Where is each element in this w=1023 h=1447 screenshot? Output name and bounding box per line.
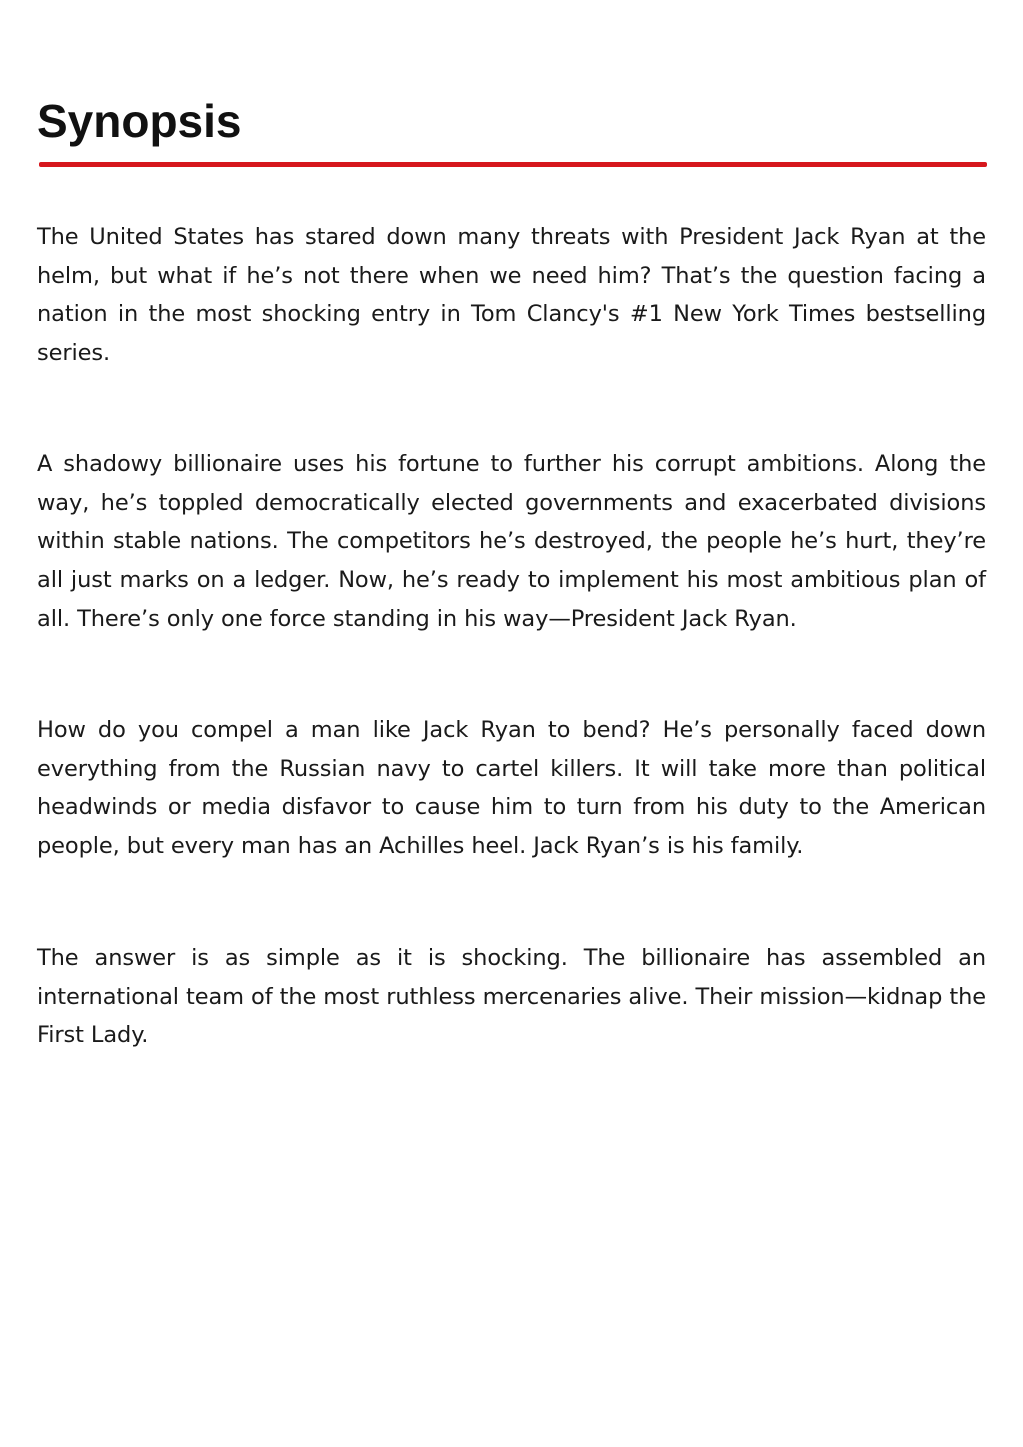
synopsis-paragraph-1: The United States has stared down many threats with President Jack Ryan at the helm, but what if he’s not there when we need him? That’s the question facing a nation in the most shocking entry in Tom Clancy's #1 New York Times bestselling series. (37, 224, 986, 367)
synopsis-paragraph-4: The answer is as simple as it is shocking. The billionaire has assembled an international team of the most ruthless mercenaries alive. Their mission—kidnap the First Lady. (37, 945, 986, 1049)
synopsis-paragraph-3: How do you compel a man like Jack Ryan to bend? He’s personally faced down everything from the Russian navy to cartel killers. It will take more than political headwinds or media disfavor to cause him to turn from his duty to the American people, but every man has an Achilles heel. Jack Ryan’s is his family. (37, 717, 986, 860)
page-title: Synopsis (37, 95, 242, 147)
title-divider (39, 162, 987, 167)
synopsis-paragraph-2: A shadowy billionaire uses his fortune to further his corrupt ambitions. Along the way, he’s toppled democratically elected governments and exacerbated divisions within stable nations. The competitors he’s destroyed, the people he’s hurt, they’re all just marks on a ledger. Now, he’s ready to implement his most ambitious plan of all. There’s only one force standing in his way—President Jack Ryan. (37, 451, 986, 632)
